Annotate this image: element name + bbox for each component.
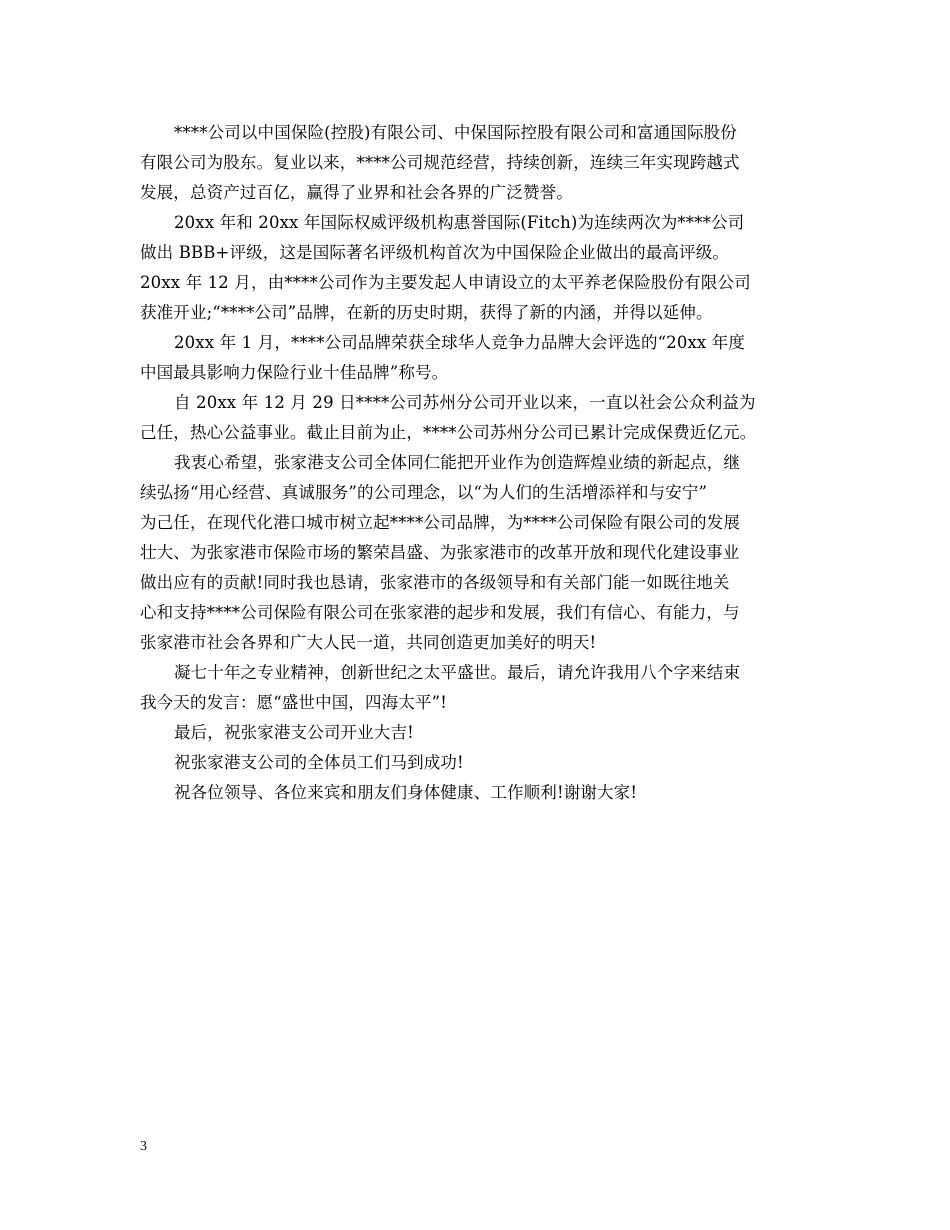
paragraph-line: 我今天的发言：愿“盛世中国，四海太平”! — [140, 693, 448, 712]
paragraph-line: 祝各位领导、各位来宾和朋友们身体健康、工作顺利!谢谢大家! — [174, 783, 638, 802]
paragraph-line: 张家港市社会各界和广大人民一道，共同创造更加美好的明天! — [140, 633, 597, 652]
paragraph-line: ****公司以中国保险(控股)有限公司、中保国际控股有限公司和富通国际股份 — [174, 123, 737, 142]
paragraph-line: 续弘扬“用心经营、真诚服务”的公司理念，以“为人们的生活增添祥和与安宁” — [140, 483, 708, 502]
paragraph-line: 己任，热心公益事业。截止目前为止，****公司苏州分公司已累计完成保费近亿元。 — [140, 423, 757, 442]
paragraph-line: 20xx 年和 20xx 年国际权威评级机构惠誉国际(Fitch)为连续两次为****公司 — [174, 213, 745, 232]
paragraph-line: 为己任，在现代化港口城市树立起****公司品牌，为****公司保险有限公司的发展 — [140, 513, 740, 532]
paragraph-line: 20xx 年 12 月，由****公司作为主要发起人申请设立的太平养老保险股份有限公司 — [140, 273, 751, 292]
paragraph-line: 自 20xx 年 12 月 29 日****公司苏州分公司开业以来，一直以社会公众利益为 — [174, 393, 756, 412]
paragraph-line: 我衷心希望，张家港支公司全体同仁能把开业作为创造辉煌业绩的新起点，继 — [174, 453, 741, 472]
paragraph-line: 做出 BBB+评级，这是国际著名评级机构首次为中国保险企业做出的最高评级。 — [140, 243, 729, 262]
paragraph-line: 获准开业;“****公司”品牌，在新的历史时期，获得了新的内涵，并得以延伸。 — [140, 303, 713, 322]
paragraph-line: 中国最具影响力保险行业十佳品牌”称号。 — [140, 363, 449, 382]
paragraph-line: 做出应有的贡献!同时我也恳请，张家港市的各级领导和有关部门能一如既往地关 — [140, 573, 730, 592]
paragraph-line: 祝张家港支公司的全体员工们马到成功! — [174, 753, 464, 772]
paragraph-line: 凝七十年之专业精神，创新世纪之太平盛世。最后，请允许我用八个字来结束 — [174, 663, 741, 682]
document-body — [140, 118, 816, 808]
paragraph-line: 发展，总资产过百亿，赢得了业界和社会各界的广泛赞誉。 — [140, 183, 573, 202]
paragraph-line: 有限公司为股东。复业以来，****公司规范经营，持续创新，连续三年实现跨越式 — [140, 153, 740, 172]
paragraph-line: 壮大、为张家港市保险市场的繁荣昌盛、为张家港市的改革开放和现代化建设事业 — [140, 543, 740, 562]
paragraph-line: 心和支持****公司保险有限公司在张家港的起步和发展，我们有信心、有能力，与 — [140, 603, 740, 622]
paragraph-line: 最后，祝张家港支公司开业大吉! — [174, 723, 414, 742]
paragraph-line: 20xx 年 1 月，****公司品牌荣获全球华人竞争力品牌大会评选的“20xx 年度 — [174, 333, 746, 352]
page-number: 3 — [140, 1139, 147, 1154]
